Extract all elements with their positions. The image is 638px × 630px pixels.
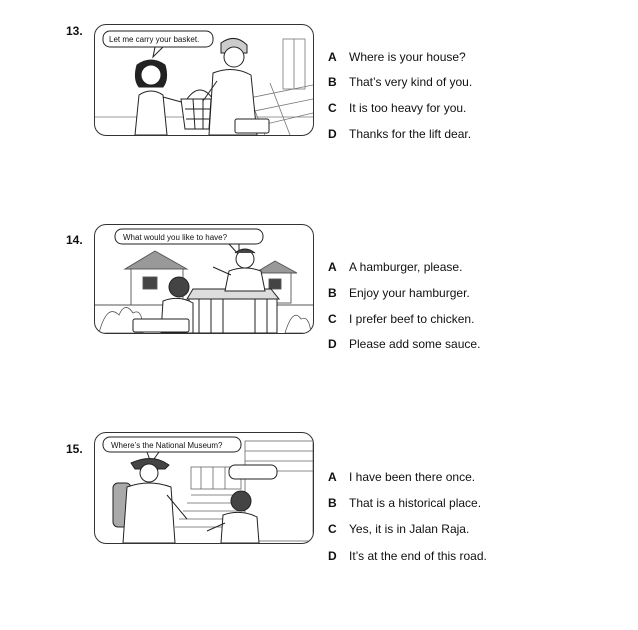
question-13-option-d[interactable] bbox=[328, 127, 471, 141]
option-text: It’s at the end of this road. bbox=[349, 549, 487, 563]
question-13-option-c[interactable] bbox=[328, 101, 466, 115]
option-letter: D bbox=[328, 127, 337, 141]
question-13-option-b[interactable] bbox=[328, 75, 472, 89]
option-letter: A bbox=[328, 50, 337, 64]
option-letter: B bbox=[328, 286, 337, 300]
option-text: That is a historical place. bbox=[349, 496, 482, 510]
question-14-option-d[interactable] bbox=[328, 337, 480, 351]
question-15-option-b[interactable] bbox=[328, 496, 481, 510]
option-letter: C bbox=[328, 312, 337, 326]
option-text: Where is your house? bbox=[349, 50, 466, 64]
question-13-speech-text: Let me carry your basket. bbox=[109, 35, 200, 44]
option-letter: C bbox=[328, 522, 337, 536]
option-text: Thanks for the lift dear. bbox=[349, 127, 472, 141]
question-15-option-d[interactable] bbox=[328, 549, 487, 563]
option-text: Please add some sauce. bbox=[349, 337, 481, 351]
option-letter: D bbox=[328, 337, 337, 351]
question-13-option-a[interactable] bbox=[328, 50, 466, 64]
option-letter: B bbox=[328, 75, 337, 89]
question-14-option-c[interactable] bbox=[328, 312, 474, 326]
option-text: It is too heavy for you. bbox=[349, 101, 467, 115]
question-15-number: 15. bbox=[66, 442, 83, 456]
option-text: That’s very kind of you. bbox=[349, 75, 473, 89]
question-15-option-a[interactable] bbox=[328, 470, 475, 484]
option-text: Yes, it is in Jalan Raja. bbox=[349, 522, 470, 536]
option-letter: C bbox=[328, 101, 337, 115]
question-14-option-b[interactable] bbox=[328, 286, 470, 300]
option-text: I have been there once. bbox=[349, 470, 476, 484]
question-13-illustration bbox=[94, 24, 314, 136]
question-14-number: 14. bbox=[66, 233, 83, 247]
question-15-speech-text: Where’s the National Museum? bbox=[111, 441, 223, 450]
option-letter: D bbox=[328, 549, 337, 563]
question-14-illustration bbox=[94, 224, 314, 334]
question-15-option-c[interactable] bbox=[328, 522, 469, 536]
question-14-option-a[interactable] bbox=[328, 260, 462, 274]
option-text: Enjoy your hamburger. bbox=[349, 286, 470, 300]
question-14-speech-text: What would you like to have? bbox=[123, 233, 228, 242]
question-15-illustration bbox=[94, 432, 314, 544]
option-text: A hamburger, please. bbox=[349, 260, 463, 274]
question-13-number: 13. bbox=[66, 24, 83, 38]
option-letter: A bbox=[328, 470, 337, 484]
option-letter: A bbox=[328, 260, 337, 274]
option-letter: B bbox=[328, 496, 337, 510]
option-text: I prefer beef to chicken. bbox=[349, 312, 475, 326]
